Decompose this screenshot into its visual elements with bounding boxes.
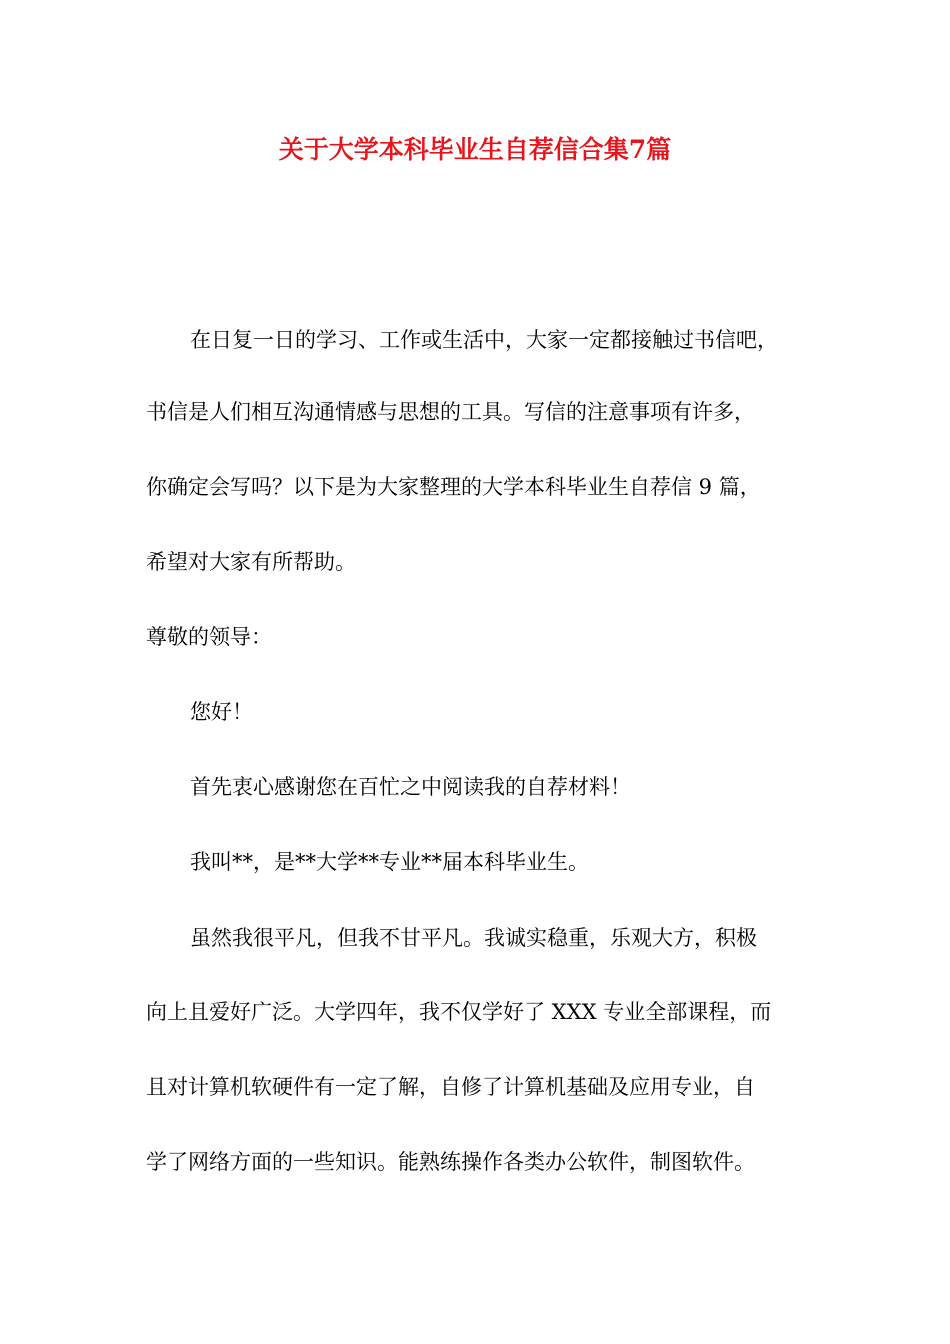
letter-salutation: 尊敬的领导： [146, 625, 272, 649]
letter-greeting: 您好！ [190, 700, 253, 724]
letter-self-intro: 我叫**，是**大学**专业**届本科毕业生。 [190, 850, 589, 874]
intro-line-1: 在日复一日的学习、工作或生活中，大家一定都接触过书信吧， [190, 328, 778, 352]
letter-para-line-4: 学了网络方面的一些知识。能熟练操作各类办公软件，制图软件。 [146, 1150, 755, 1174]
letter-para-line-1: 虽然我很平凡，但我不甘平凡。我诚实稳重，乐观大方，积极 [190, 926, 757, 950]
intro-line-4: 希望对大家有所帮助。 [146, 550, 356, 574]
letter-thanks: 首先衷心感谢您在百忙之中阅读我的自荐材料！ [190, 775, 631, 799]
document-title: 关于大学本科毕业生自荐信合集7篇 [278, 135, 672, 164]
letter-para-line-3: 且对计算机软硬件有一定了解，自修了计算机基础及应用专业，自 [146, 1075, 755, 1099]
intro-line-3: 你确定会写吗？以下是为大家整理的大学本科毕业生自荐信 9 篇， [146, 475, 761, 499]
intro-line-2: 书信是人们相互沟通情感与思想的工具。写信的注意事项有许多， [146, 400, 755, 424]
letter-para-line-2: 向上且爱好广泛。大学四年，我不仅学好了 XXX 专业全部课程，而 [146, 1000, 772, 1024]
